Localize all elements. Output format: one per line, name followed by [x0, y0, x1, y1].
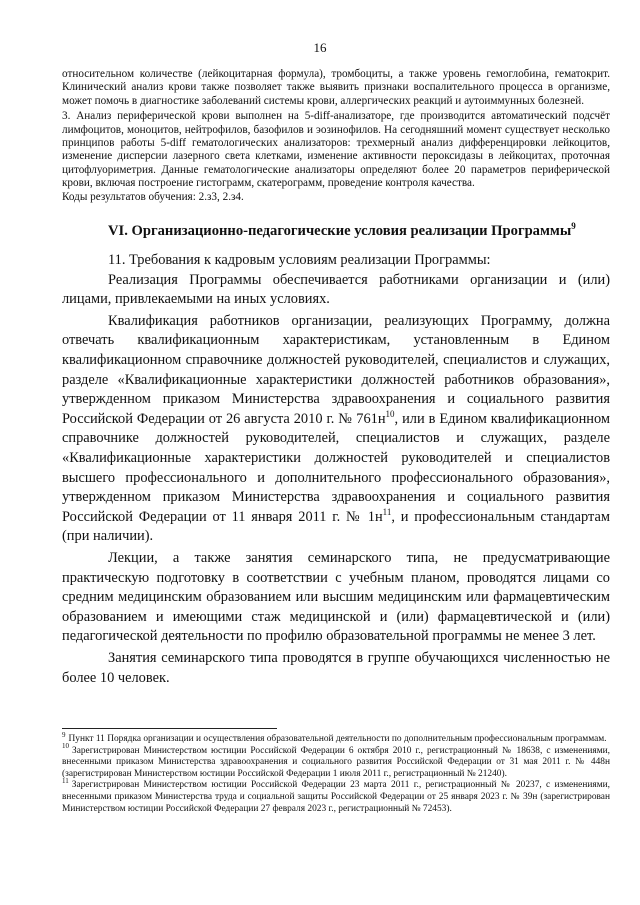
- footnote-10: [62, 742, 610, 781]
- footnote-9: [62, 730, 610, 746]
- footnote-mark: 10: [62, 742, 69, 751]
- paragraph-seminar-groups: Занятия семинарского типа проводятся в группе обучающихся численностью не более 10 человек.: [62, 649, 610, 686]
- paragraph-lectures: Лекции, а также занятия семинарского типа, не предусматривающие практическую подготовку в соответствии с учебным планом, проводятся лицами со средним медицинским образованием или высшим медицинским или фармацевтическим образованием и имеющими стаж медицинской и (или) фармацевтической и (или) педагогической деятельности по профилю образовательной программы не менее 3 лет.: [62, 549, 610, 645]
- paragraph-implementation: Реализация Программы обеспечивается работниками организации и (или) лицами, привлекаемыми на иных условиях.: [62, 271, 610, 308]
- section-heading: [62, 222, 610, 241]
- section-heading-text: VI. Организационно-педагогические условия реализации Программы: [108, 223, 572, 240]
- footnote-divider: [62, 728, 277, 729]
- paragraph-result-codes: Коды результатов обучения: 2.з3, 2.з4.: [62, 190, 244, 203]
- footnote-ref-9: 9: [571, 221, 576, 232]
- footnote-text: Зарегистрирован Министерством юстиции Российской Федерации 23 марта 2011 г., регистрационный № 20237, с изменениями, внесенными приказом Министерства труда и социальной защиты Российской Федерации от 25 января 2023 г. № 39н (зарегистрирован Министерством юстиции Российской Федерации 27 февраля 2023 г., регистрационный № 72453).: [62, 780, 610, 814]
- footnote-11: [62, 777, 610, 815]
- qualification-text-a: Квалификация работников организации, реализующих Программу, должна отвечать квалификационным характеристикам, установленным в Едином квалификационном справочнике должностей руководителей, специалистов и служащих, разделе «Квалификационные характеристики должностей работников образования», утвержденном приказом Министерства здравоохранения и социального развития Российской Федерации от 26 августа 2010 г. № 761н: [62, 312, 610, 427]
- paragraph-blood-analysis: относительном количестве (лейкоцитарная формула), тромбоциты, а также уровень гемоглобина, гематокрит. Клинический анализ крови также позволяет также выявить признаки воспалительного процесса в организме, может помочь в диагностике заболеваний системы крови, аллергических реакций и аутоиммунных болезней.: [62, 68, 610, 107]
- footnote-mark: 9: [62, 730, 66, 739]
- paragraph-requirements: 11. Требования к кадровым условиям реализации Программы:: [108, 252, 491, 269]
- page-body: [62, 68, 610, 688]
- footnote-mark: 11: [62, 777, 69, 786]
- qualification-text-b: , или в Едином квалификационном справочнике должностей руководителей, специалистов и служащих, разделе «Квалификационные характеристики должностей руководителей и специалистов высшего профессионального и дополнительного профессионального образования», утвержденном приказом Министерства здравоохранения и социального развития Российской Федерации от 11 января 2011 г. № 1н: [62, 410, 610, 525]
- top-section: [62, 68, 610, 204]
- footnote-text: Зарегистрирован Министерством юстиции Российской Федерации 6 октября 2010 г., регистрационный № 18638, с изменениями, внесенными приказом Министерства здравоохранения и социального развития Российской Федерации от 31 мая 2011 г. № 448н (зарегистрирован Министерством юстиции Российской Федерации 1 июля 2011 г., регистрационный № 21240).: [62, 745, 610, 779]
- qualification-text-c: , и профессиональным стандартам (при наличии).: [62, 508, 610, 545]
- footnote-ref-10: 10: [385, 409, 395, 420]
- footnote-text: Пункт 11 Порядка организации и осуществления образовательной деятельности по дополнительным профессиональным программам.: [68, 734, 607, 744]
- paragraph-qualification: [62, 312, 610, 547]
- paragraph-5diff-analyzer: 3. Анализ периферической крови выполнен на 5-diff-анализаторе, где производится автоматический подсчёт лимфоцитов, моноцитов, нейтрофилов, базофилов и эозинофилов. На сегодняшний момент существует несколько принципов работы 5-diff гематологических анализаторов: трехмерный анализ дифференцировки лейкоцитов, изменение дисперсии лазерного света клетками, изменение активности пероксидазы в лейкоцитах, проточная цитофлуориметрия. Данные гематологические анализаторы определяют более 20 параметров периферической крови, включая построение гистограмм, скатерограмм, проведение контроля качества.: [62, 110, 610, 190]
- footnotes: [62, 730, 610, 815]
- footnote-ref-11: 11: [382, 506, 392, 517]
- page-number: 16: [313, 40, 327, 55]
- section-body: [62, 251, 610, 688]
